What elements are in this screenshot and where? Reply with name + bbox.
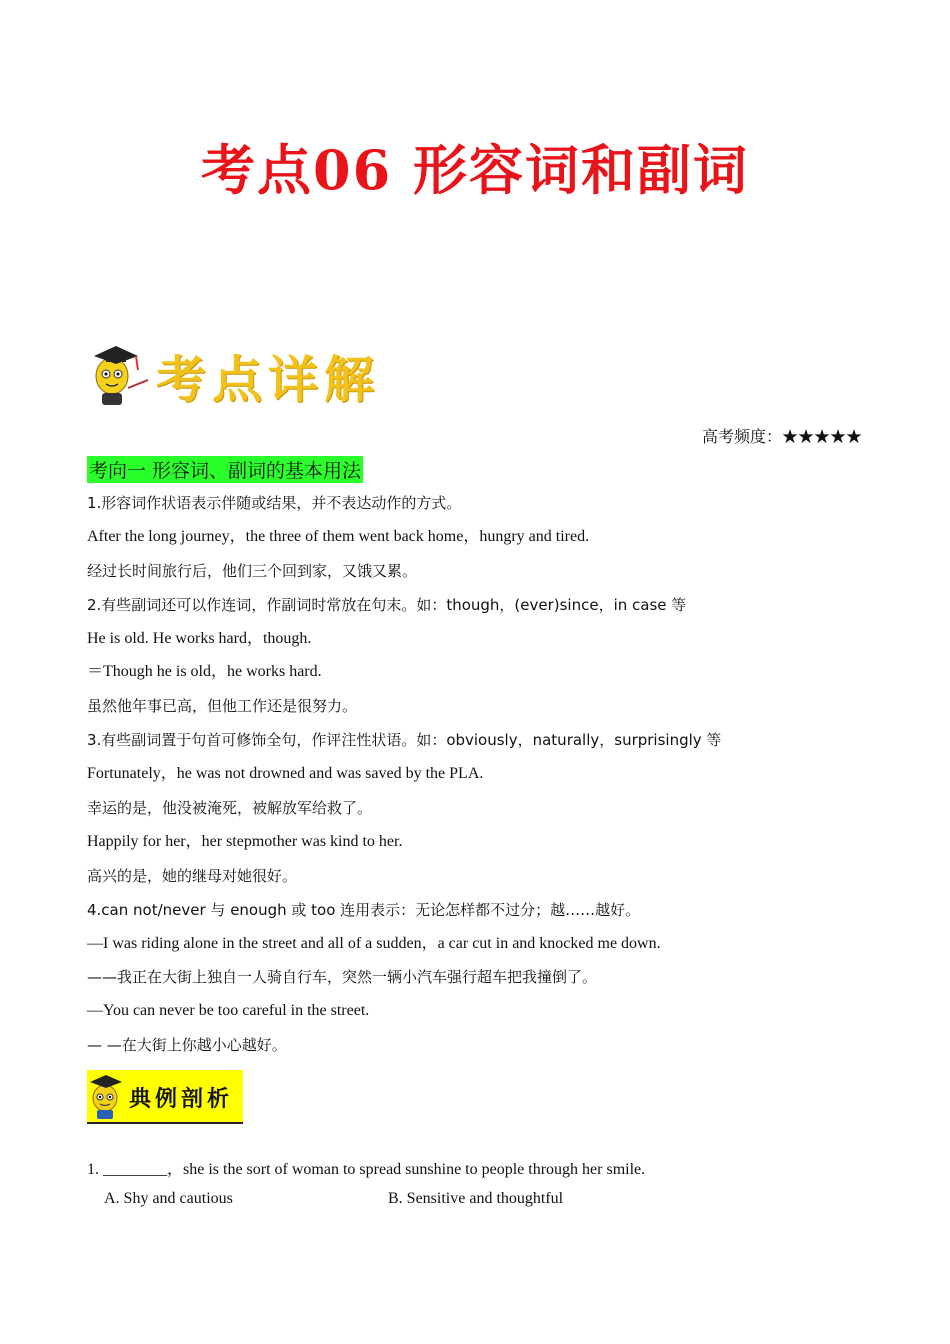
scholar-mascot-icon [87,1070,127,1120]
content-line: 3.有些副词置于句首可修饰全句，作评注性状语。如：obviously，naturally，surprisingly 等 [87,731,722,750]
content-line: 经过长时间旅行后，他们三个回到家，又饿又累。 [87,561,418,580]
option-a: A. Shy and cautious [104,1190,233,1207]
content-line: 1.形容词作状语表示伴随或结果，并不表达动作的方式。 [87,494,462,512]
section-banner [90,338,390,408]
content-line: 幸运的是，他没被淹死，被解放军给救了。 [87,799,373,818]
content-lines [87,491,867,1067]
content-line: —You can never be too careful in the street. [87,1002,370,1020]
content-line: Fortunately，he was not drowned and was saved by the PLA. [87,765,484,783]
content-line: ——我正在大街上独自一人骑自行车，突然一辆小汽车强行超车把我撞倒了。 [87,968,598,987]
scholar-mascot-icon [90,338,150,408]
banner-title: 考点详解 [156,350,380,409]
question-stem: 1. ________，she is the sort of woman to spread sunshine to people through her smile. [87,1161,646,1178]
exam-frequency [702,424,862,447]
content-line: 高兴的是，她的继母对她很好。 [87,866,298,885]
content-line: 虽然他年事已高，但他工作还是很努力。 [87,697,358,716]
section-heading: 考向一 形容词、副词的基本用法 [87,456,363,483]
content-line: ＝Though he is old，he works hard. [87,663,322,681]
content-line: Happily for her，her stepmother was kind to her. [87,832,403,850]
content-line: 4.can not/never 与 enough 或 too 连用表示：无论怎样都不过分；越……越好。 [87,900,641,919]
frequency-stars: ★★★★★ [781,429,862,446]
content-line: After the long journey，the three of them went back home，hungry and tired. [87,527,590,545]
content-line: He is old. He works hard，though. [87,629,312,647]
frequency-label: 高考频度： [701,429,782,446]
content-line: —I was riding alone in the street and all of a sudden，a car cut in and knocked me down. [87,934,661,952]
content-line: — —在大街上你越小心越好。 [87,1036,287,1055]
option-b: B. Sensitive and thoughtful [388,1190,564,1207]
content-line: 2.有些副词还可以作连词，作副词时常放在句末。如：though，(ever)since，in case 等 [87,595,687,614]
example-banner [87,1070,243,1124]
page-title: 考点06 形容词和副词 [201,138,749,202]
example-banner-title: 典例剖析 [129,1086,234,1112]
